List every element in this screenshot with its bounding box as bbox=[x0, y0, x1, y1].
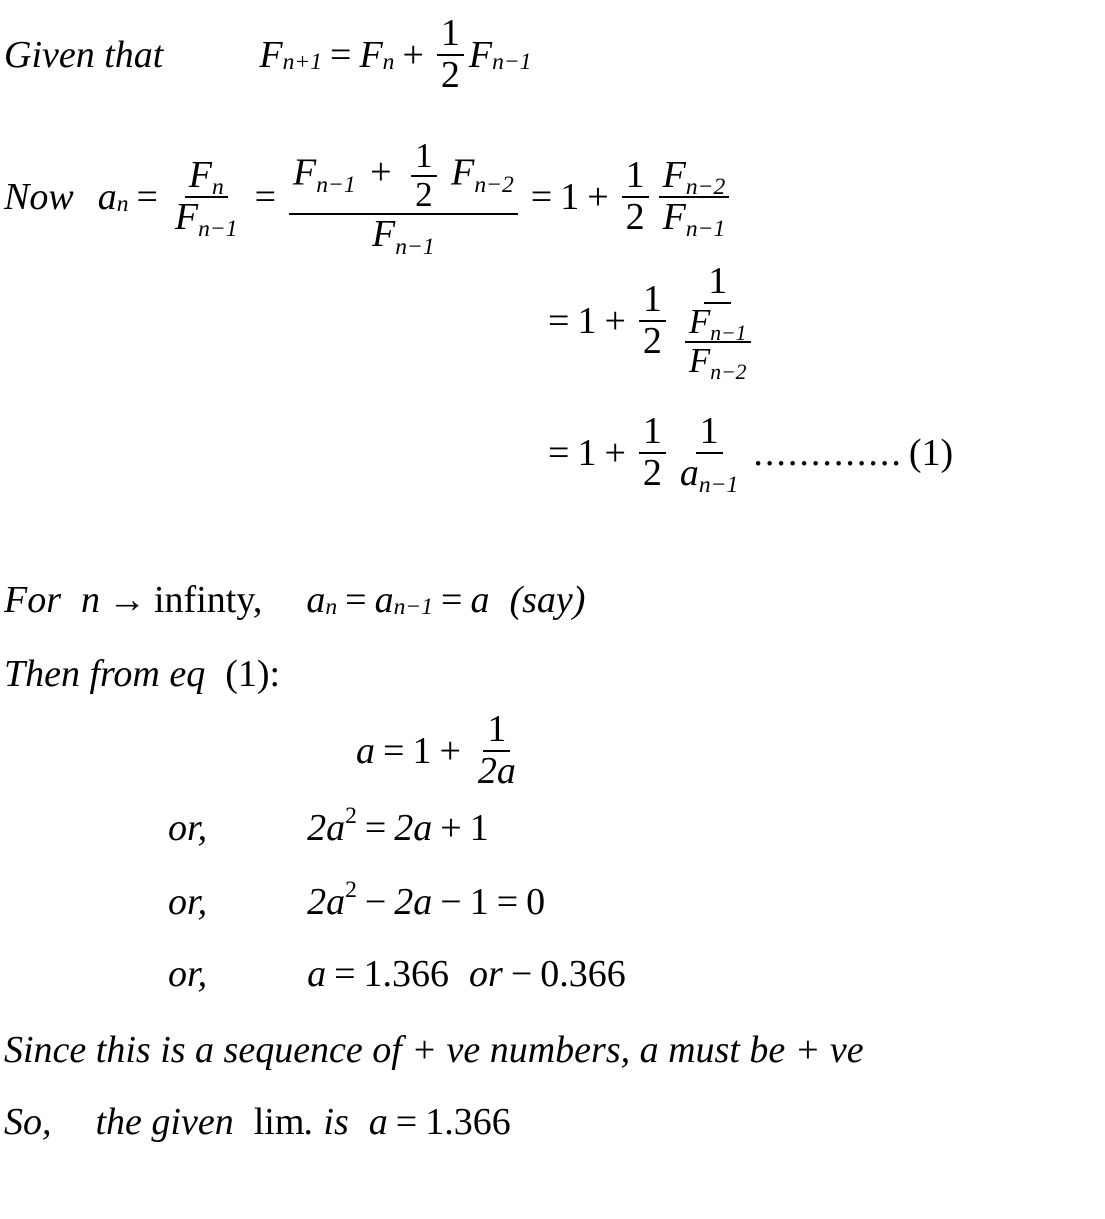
numerator bbox=[289, 138, 518, 215]
value-0-366: 0.366 bbox=[540, 953, 626, 995]
numerator-1: 1 bbox=[639, 280, 666, 322]
label-so: So, bbox=[4, 1101, 52, 1143]
plus-sign: + bbox=[604, 431, 626, 474]
line-or-3 bbox=[168, 952, 626, 996]
denominator bbox=[676, 451, 742, 499]
plus-sign: + bbox=[440, 807, 462, 849]
numerator bbox=[659, 153, 730, 201]
symbol-F: F bbox=[259, 33, 283, 76]
symbol-a: a bbox=[306, 579, 326, 621]
equation-tag-1: (1) bbox=[908, 431, 954, 474]
fraction-Fn-over-Fn-1 bbox=[171, 153, 242, 243]
paren-open: ( bbox=[509, 579, 523, 621]
label-or: or, bbox=[168, 953, 208, 995]
symbol-F: F bbox=[451, 151, 475, 194]
plus-sign: + bbox=[604, 299, 626, 342]
line-conclusion bbox=[4, 1100, 511, 1144]
sentence-since-positive: Since this is a sequence of + ve numbers, a must be + ve bbox=[4, 1029, 864, 1071]
denominator-2: 2 bbox=[440, 53, 460, 96]
label-or: or, bbox=[168, 807, 208, 849]
numerator-1: 1 bbox=[704, 262, 731, 304]
number-1: 1 bbox=[560, 175, 580, 218]
plus-sign: + bbox=[402, 33, 424, 76]
symbol-a: a bbox=[470, 579, 490, 621]
denominator bbox=[368, 213, 439, 260]
equation-an-expansion bbox=[97, 136, 735, 260]
numerator-1: 1 bbox=[622, 156, 649, 198]
denominator-2: 2 bbox=[415, 174, 433, 214]
symbol-F: F bbox=[188, 153, 212, 196]
label-then-from-eq: Then from eq bbox=[4, 653, 206, 695]
numerator bbox=[685, 301, 751, 345]
equals-sign: = bbox=[364, 807, 387, 849]
number-1: 1 bbox=[412, 729, 432, 772]
minus-sign: − bbox=[510, 953, 533, 995]
words-the-given: the given bbox=[95, 1101, 234, 1143]
denominator-2: 2 bbox=[642, 451, 662, 494]
sub-n-minus-1: n−1 bbox=[710, 320, 747, 345]
equals-sign: = bbox=[254, 175, 277, 218]
fraction-one-half bbox=[437, 14, 464, 96]
equals-sign: = bbox=[345, 579, 367, 621]
word-lim: lim bbox=[253, 1101, 305, 1143]
line-step-eq1 bbox=[540, 410, 954, 499]
minus-sign: − bbox=[440, 881, 462, 923]
denominator-2: 2 bbox=[642, 319, 662, 362]
fraction-one-half bbox=[639, 412, 666, 494]
line-or-2 bbox=[168, 876, 546, 924]
number-1: 1 bbox=[469, 881, 489, 923]
symbol-a: a bbox=[307, 953, 327, 995]
equals-sign: = bbox=[496, 881, 519, 923]
equals-sign: = bbox=[330, 33, 352, 76]
words-dot-is: . is bbox=[304, 1101, 349, 1143]
sub-n-minus-1: n−1 bbox=[316, 171, 356, 198]
denominator-inner-fraction bbox=[676, 301, 760, 384]
symbol-n: n bbox=[81, 579, 100, 621]
value-1-366: 1.366 bbox=[363, 953, 450, 995]
number-1: 1 bbox=[577, 431, 597, 474]
number-1: 1 bbox=[469, 807, 489, 849]
line-step-nested-fraction bbox=[540, 260, 765, 384]
minus-sign: − bbox=[364, 881, 387, 923]
word-say: say bbox=[522, 579, 573, 621]
paren-close: ) bbox=[572, 579, 586, 621]
exponent-2: 2 bbox=[345, 802, 357, 829]
term-2a: 2a bbox=[394, 881, 433, 923]
equals-sign: = bbox=[548, 431, 570, 474]
label-given-that: Given that bbox=[4, 33, 164, 76]
symbol-F: F bbox=[688, 340, 711, 380]
line-then-from-eq bbox=[4, 652, 280, 696]
sub-n-minus-1: n−1 bbox=[198, 216, 238, 243]
plus-sign: + bbox=[587, 175, 609, 218]
line-limit-assumption bbox=[4, 578, 585, 622]
fraction-Fn-2-over-Fn-1 bbox=[659, 153, 730, 243]
symbol-F: F bbox=[174, 195, 199, 238]
numerator bbox=[185, 153, 228, 201]
word-for: For bbox=[4, 579, 61, 621]
fraction-big bbox=[289, 136, 518, 260]
fraction-one-half bbox=[411, 138, 436, 213]
fraction-one-half bbox=[622, 153, 649, 238]
symbol-a: a bbox=[356, 729, 375, 772]
term-2a: 2a bbox=[307, 807, 346, 849]
line-since-positive bbox=[4, 1028, 864, 1072]
sub-n-minus-1: n−1 bbox=[395, 233, 435, 260]
word-infinty: infinty, bbox=[154, 579, 263, 621]
number-0: 0 bbox=[526, 881, 546, 923]
equation-reference-1: (1): bbox=[225, 653, 281, 695]
symbol-F: F bbox=[468, 33, 493, 76]
equals-sign: = bbox=[383, 729, 405, 772]
equals-sign: = bbox=[395, 1101, 418, 1143]
exponent-2: 2 bbox=[345, 876, 357, 903]
number-1: 1 bbox=[577, 299, 597, 342]
sub-n: n bbox=[382, 48, 395, 75]
equals-sign: = bbox=[530, 175, 553, 218]
denominator-2: 2 bbox=[625, 195, 645, 238]
symbol-F: F bbox=[662, 153, 686, 196]
sub-n: n bbox=[211, 174, 224, 201]
sub-n: n bbox=[116, 190, 129, 217]
equals-sign: = bbox=[548, 299, 570, 342]
line-now-an bbox=[4, 136, 734, 260]
numerator-1: 1 bbox=[411, 138, 436, 177]
symbol-F: F bbox=[372, 213, 396, 256]
plus-sign: + bbox=[370, 151, 392, 194]
symbol-a: a bbox=[368, 1101, 388, 1143]
value-1-366: 1.366 bbox=[425, 1101, 511, 1143]
numerator-1: 1 bbox=[639, 412, 666, 454]
symbol-F: F bbox=[293, 151, 317, 194]
symbol-a: a bbox=[679, 451, 699, 494]
arrow-icon: → bbox=[108, 579, 146, 621]
fraction-nested bbox=[676, 260, 760, 384]
label-or: or, bbox=[168, 881, 208, 923]
equation-recurrence bbox=[259, 14, 531, 96]
word-or: or bbox=[469, 953, 503, 995]
line-given-that bbox=[4, 14, 532, 96]
plus-sign: + bbox=[439, 729, 461, 772]
label-now: Now bbox=[4, 175, 74, 218]
denominator bbox=[685, 340, 751, 384]
symbol-a: a bbox=[97, 175, 117, 218]
symbol-a: a bbox=[374, 579, 394, 621]
numerator-1: 1 bbox=[483, 710, 510, 752]
symbol-F: F bbox=[662, 195, 686, 238]
line-eq-a bbox=[356, 710, 525, 792]
fraction-one-half bbox=[639, 277, 666, 362]
fraction-1-over-2a bbox=[474, 710, 520, 792]
sub-n-minus-1: n−1 bbox=[685, 216, 726, 243]
sub-n-minus-1: n−1 bbox=[393, 594, 434, 621]
equals-sign: = bbox=[334, 953, 356, 995]
term-2a: 2a bbox=[394, 807, 433, 849]
line-or-1 bbox=[168, 802, 489, 850]
sub-n-minus-2: n−2 bbox=[474, 171, 514, 198]
sub-n-plus-1: n+1 bbox=[282, 48, 323, 75]
fraction-1-over-a-n-1 bbox=[676, 410, 742, 499]
symbol-F: F bbox=[359, 33, 383, 76]
sub-n-minus-2: n−2 bbox=[710, 359, 747, 384]
symbol-F: F bbox=[688, 301, 711, 341]
equals-sign: = bbox=[136, 175, 158, 218]
denominator-2a: 2a bbox=[477, 749, 516, 792]
numerator-1: 1 bbox=[437, 14, 464, 56]
denominator bbox=[171, 195, 242, 243]
term-2a: 2a bbox=[307, 881, 346, 923]
leader-dots: ............. bbox=[753, 431, 903, 474]
sub-n-minus-2: n−2 bbox=[685, 174, 726, 201]
numerator-1: 1 bbox=[696, 412, 723, 454]
denominator bbox=[659, 195, 730, 243]
sub-n: n bbox=[325, 594, 338, 621]
sub-n-minus-1: n−1 bbox=[492, 48, 532, 75]
sub-n-minus-1: n−1 bbox=[698, 472, 739, 499]
equals-sign: = bbox=[441, 579, 463, 621]
fraction-Fn-1-over-Fn-2 bbox=[685, 301, 751, 384]
